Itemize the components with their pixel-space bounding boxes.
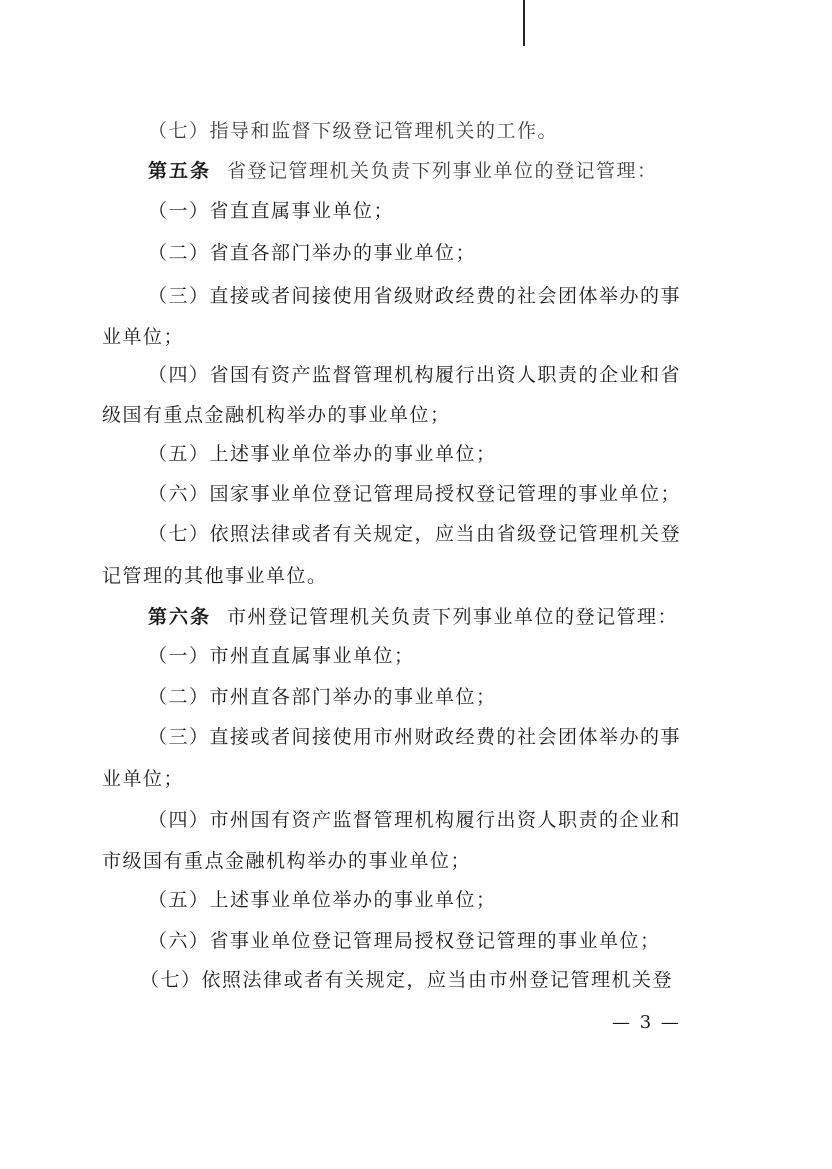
- text-line: （七）指导和监督下级登记管理机关的工作。: [148, 120, 559, 142]
- text-line: （三）直接或者间接使用省级财政经费的社会团体举办的事: [148, 285, 682, 307]
- article-6-heading: [148, 604, 678, 630]
- text-line: 业单位；: [102, 326, 185, 348]
- text-line: 业单位；: [102, 768, 185, 790]
- text-line: （六）国家事业单位登记管理局授权登记管理的事业单位；: [148, 483, 682, 505]
- text-line: （七）依照法律或者有关规定，应当由省级登记管理机关登: [148, 523, 682, 545]
- article-5-label: 第五条: [148, 160, 212, 182]
- article-5-text: 省登记管理机关负责下列事业单位的登记管理：: [227, 160, 658, 182]
- text-line: （七）依照法律或者有关规定，应当由市州登记管理机关登: [140, 969, 674, 991]
- text-line: 记管理的其他事业单位。: [102, 565, 328, 587]
- text-line: （二）省直各部门举办的事业单位；: [148, 242, 477, 264]
- text-line: （六）省事业单位登记管理局授权登记管理的事业单位；: [148, 930, 661, 952]
- text-line: 级国有重点金融机构举办的事业单位；: [102, 404, 451, 426]
- text-line: （四）省国有资产监督管理机构履行出资人职责的企业和省: [148, 364, 682, 386]
- page-number: — 3 —: [612, 1012, 681, 1033]
- text-line: （四）市州国有资产监督管理机构履行出资人职责的企业和: [148, 809, 682, 831]
- article-5-heading: [148, 158, 658, 184]
- scan-mark: [523, 0, 525, 46]
- article-6-text: 市州登记管理机关负责下列事业单位的登记管理：: [227, 606, 679, 628]
- text-line: （三）直接或者间接使用市州财政经费的社会团体举办的事: [148, 726, 682, 748]
- text-line: （五）上述事业单位举办的事业单位；: [148, 889, 497, 911]
- text-line: （一）市州直直属事业单位；: [148, 645, 415, 667]
- text-line: 市级国有重点金融机构举办的事业单位；: [102, 850, 472, 872]
- article-6-label: 第六条: [148, 606, 212, 628]
- text-line: （五）上述事业单位举办的事业单位；: [148, 443, 497, 465]
- text-line: （一）省直直属事业单位；: [148, 200, 395, 222]
- text-line: （二）市州直各部门举办的事业单位；: [148, 686, 497, 708]
